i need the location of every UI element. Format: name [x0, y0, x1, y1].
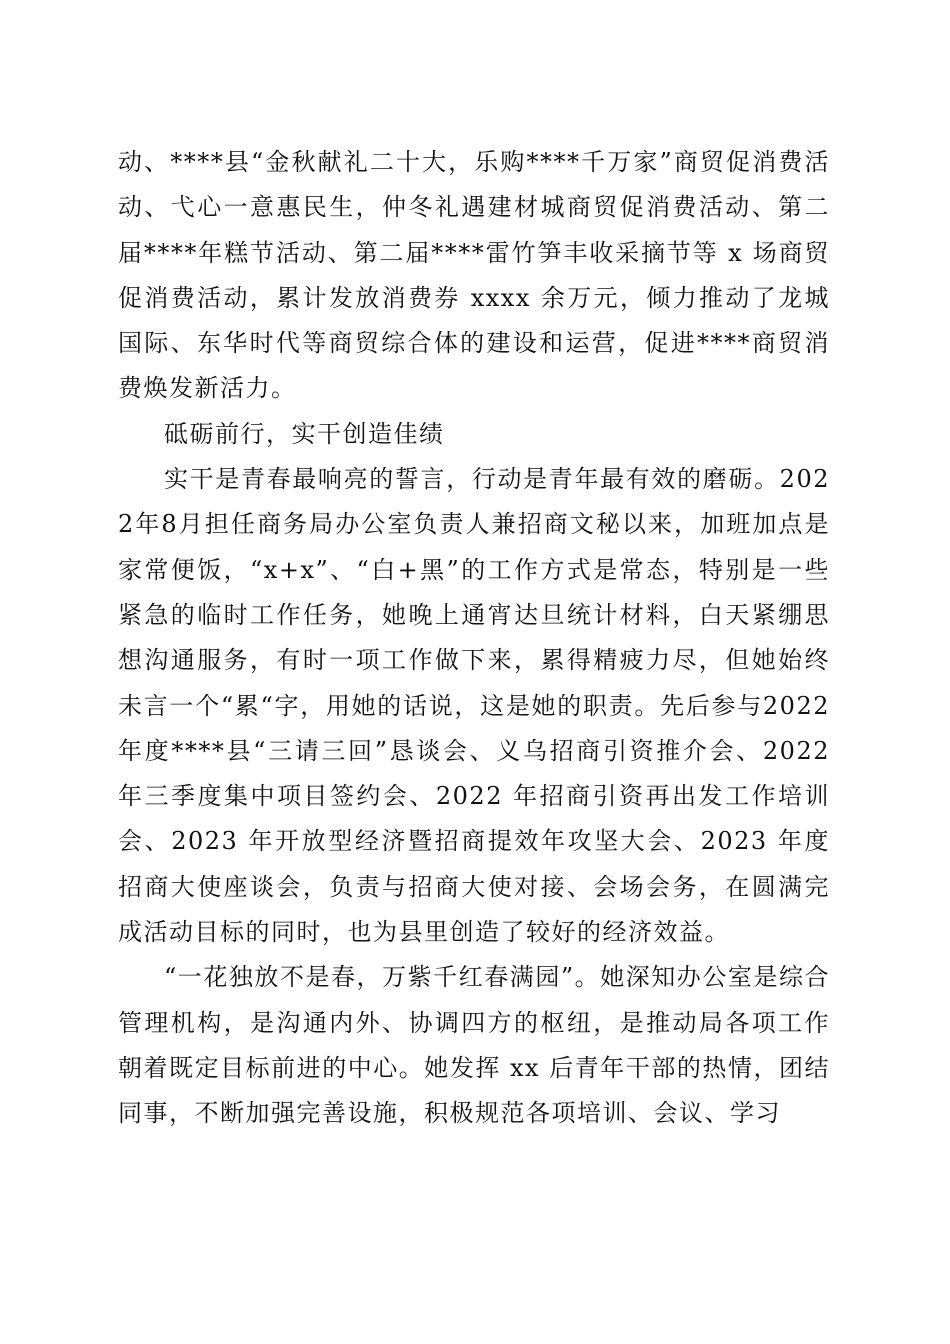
paragraph-commerce-activities: 动、****县“金秋献礼二十大，乐购****千万家”商贸促消费活动、弋心一意惠民生，仲冬礼遇建材城商贸促消费活动、第二届****年糕节活动、第二届****雷竹笋丰收采摘节等 x 场商贸促消费活动，累计发放消费券 xxxx 余万元，倾力推动了龙城国际、东华时代等商贸综合体的建设和运营，促进****商贸消费焕发新活力。	[118, 148, 830, 403]
paragraph-hard-work: 实干是青春最响亮的誓言，行动是青年最有效的磨砺。2022年8月担任商务局办公室负责人兼招商文秘以来，加班加点是家常便饭，“x+x”、“白+黑”的工作方式是常态，特别是一些紧急的临时工作任务，她晚上通宵达旦统计材料，白天紧绷思想沟通服务，有时一项工作做下来，累得精疲力尽，但她始终未言一个“累“字，用她的话说，这是她的职责。先后参与2022 年度****县“三请三回”恳谈会、义乌招商引资推介会、2022 年三季度集中项目签约会、2022 年招商引资再出发工作培训会、2023 年开放型经济暨招商提效年攻坚大会、2023 年度招商大使座谈会，负责与招商大使对接、会场会务，在圆满完成活动目标的同时，也为县里创造了较好的经济效益。	[118, 465, 830, 947]
document-body	[118, 140, 830, 1137]
section-subheading: 砥砺前行，实干创造佳绩	[164, 419, 445, 448]
paragraph-office-coordination: “一花独放不是春，万紫千红春满园”。她深知办公室是综合管理机构，是沟通内外、协调四方的枢纽，是推动局各项工作朝着既定目标前进的中心。她发挥 xx 后青年干部的热情，团结同事，不断加强完善设施，积极规范各项培训、会议、学习	[118, 963, 830, 1128]
